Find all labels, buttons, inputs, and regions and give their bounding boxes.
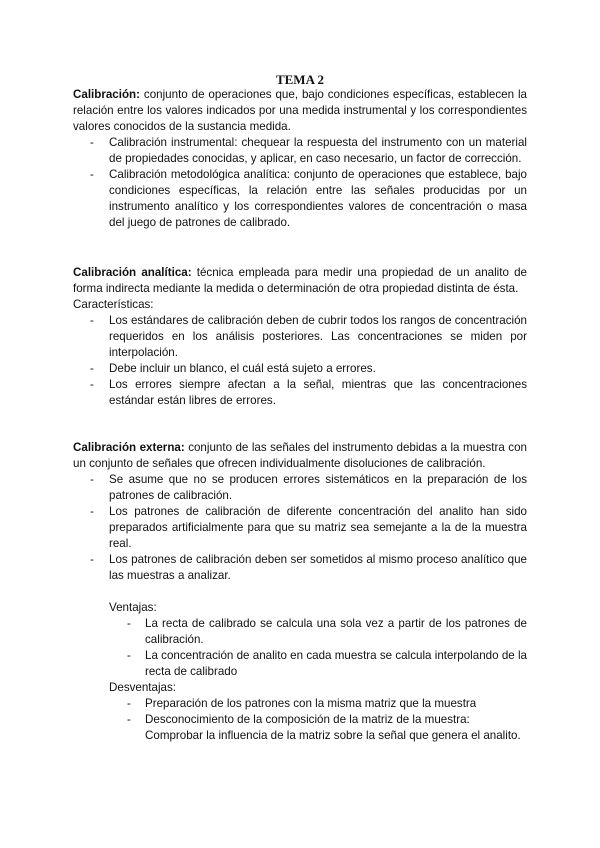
- list-item: - Se asume que no se producen errores sistemáticos en la preparación de los patrones de calibración.: [73, 472, 527, 504]
- term-calibracion: Calibración:: [73, 88, 140, 101]
- list-item-text: Desconocimiento de la composición de la matriz de la muestra:: [145, 713, 470, 726]
- list-item: - La concentración de analito en cada muestra se calcula interpolando de la recta de calibrado: [73, 648, 527, 680]
- desventajas-list: [73, 696, 527, 744]
- list-item: - Calibración metodológica analítica: conjunto de operaciones que establece, bajo condiciones específicas, la relación entre las señales producidas por un instrumento analítico y los correspondientes valores de concentración o masa del juego de patrones de calibrado.: [73, 167, 527, 231]
- section-analitica-paragraph: [73, 265, 527, 297]
- list-item: - Los errores siempre afectan a la señal, mientras que las concentraciones estándar están libres de errores.: [73, 377, 527, 409]
- ventajas-desventajas: [73, 600, 527, 744]
- section-calibracion: [73, 87, 527, 231]
- calibracion-list: [73, 135, 527, 231]
- desventajas-label: Desventajas:: [109, 681, 177, 694]
- caracteristicas-label: Características:: [73, 298, 154, 311]
- list-item: - Preparación de los patrones con la misma matriz que la muestra: [73, 696, 527, 712]
- list-item: - La recta de calibrado se calcula una sola vez a partir de los patrones de calibración.: [73, 616, 527, 648]
- list-item-continuation: Comprobar la influencia de la matriz sobre la señal que genera el analito.: [145, 729, 521, 742]
- list-item: - Calibración instrumental: chequear la respuesta del instrumento con un material de propiedades conocidas, y aplicar, en caso necesario, un factor de corrección.: [73, 135, 527, 167]
- section-calibracion-paragraph: [73, 87, 527, 135]
- list-item: [73, 712, 527, 744]
- definition-calibracion-analitica: técnica empleada para medir una propiedad de un analito de forma indirecta mediante la medida o determinación de otra propiedad distinta de ésta.: [73, 266, 527, 295]
- term-calibracion-analitica: Calibración analítica:: [73, 266, 192, 279]
- ventajas-list: [73, 616, 527, 680]
- section-calibracion-analitica: [73, 265, 527, 409]
- list-item: - Los patrones de calibración deben ser sometidos al mismo proceso analítico que las muestras a analizar.: [73, 552, 527, 584]
- list-item: - Debe incluir un blanco, el cuál está sujeto a errores.: [73, 361, 527, 377]
- definition-calibracion-externa: conjunto de las señales del instrumento debidas a la muestra con un conjunto de señales que ofrecen individualmente disoluciones de calibración.: [73, 441, 527, 470]
- ventajas-label: Ventajas:: [109, 601, 157, 614]
- externa-list: [73, 472, 527, 584]
- list-item: - Los estándares de calibración deben de cubrir todos los rangos de concentración requeridos en los análisis posteriores. Las concentraciones se miden por interpolación.: [73, 313, 527, 361]
- list-item: - Los patrones de calibración de diferente concentración del analito han sido preparados artificialmente para que su matriz sea semejante a la de la muestra real.: [73, 504, 527, 552]
- section-externa-paragraph: [73, 440, 527, 472]
- definition-calibracion: conjunto de operaciones que, bajo condiciones específicas, establecen la relación entre los valores indicados por una medida instrumental y los correspondientes valores conocidos de la sustancia medida.: [73, 88, 527, 133]
- section-calibracion-externa: [73, 440, 527, 584]
- term-calibracion-externa: Calibración externa:: [73, 441, 185, 454]
- caracteristicas-list: [73, 313, 527, 409]
- document-title: TEMA 2: [275, 72, 325, 87]
